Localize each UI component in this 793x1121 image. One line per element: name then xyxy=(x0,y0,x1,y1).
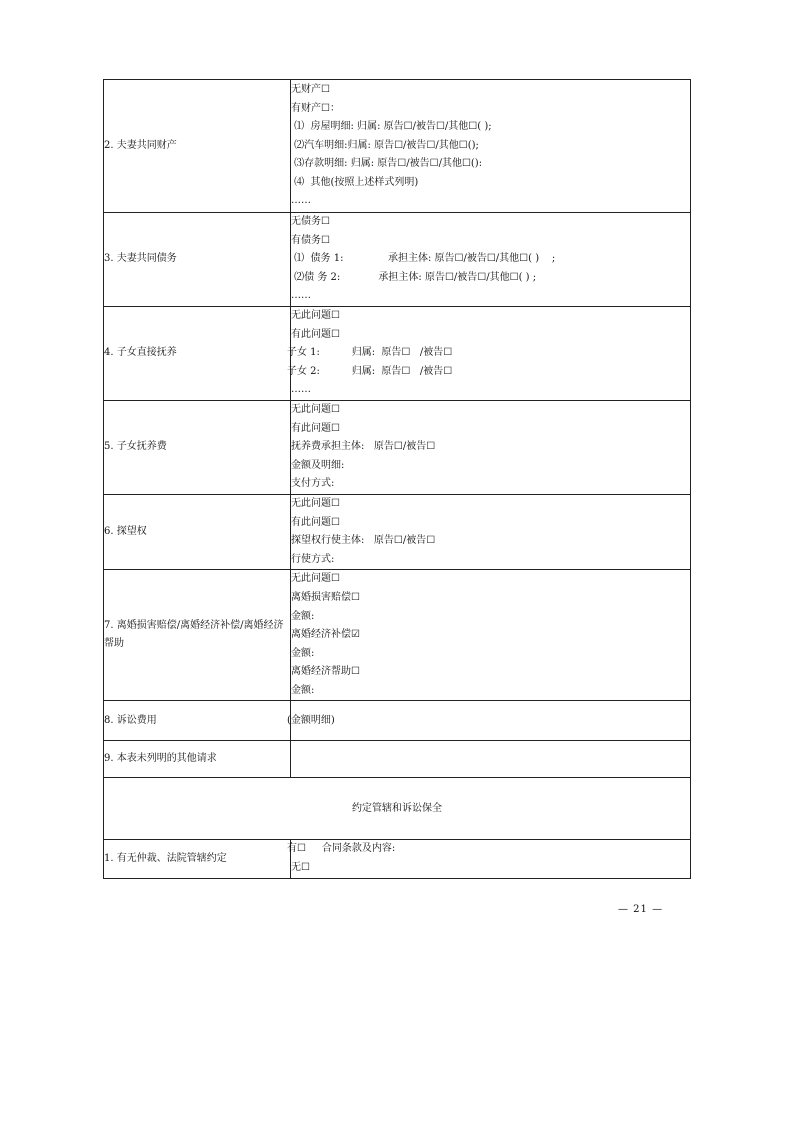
content-line: …… xyxy=(291,384,311,396)
row-content xyxy=(291,400,691,494)
content-line: 无财产☐ xyxy=(291,83,330,95)
content-line: 无☐ xyxy=(291,862,310,874)
content-line: …… xyxy=(291,195,311,207)
content-line: ⑷ 其他(按照上述样式列明) xyxy=(291,176,419,188)
row-label: 2. 夫妻共同财产 xyxy=(104,80,291,213)
content-line: ⑶存款明细: 归属: 原告☐/被告☐/其他☐(): xyxy=(291,158,483,170)
content-line: 金额及明细: xyxy=(291,459,345,471)
content-line: 金额: xyxy=(291,610,315,622)
content-line: 无此问题☐ xyxy=(291,403,340,415)
table-row xyxy=(104,494,691,569)
content-line: 离婚经济帮助☐ xyxy=(291,666,360,678)
content-line: (金额明细) xyxy=(287,714,335,726)
content-line: 无此问题☐ xyxy=(291,573,340,585)
content-line: 行使方式: xyxy=(291,553,335,565)
content-line: ⑴ 债务 1: 承担主体: 原告☐/被告☐/其他☐( ) ; xyxy=(291,253,556,265)
content-line: 有财产☐： xyxy=(291,102,340,114)
content-line: 无此问题☐ xyxy=(291,497,340,509)
content-line: 无债务☐ xyxy=(291,216,330,227)
content-line: 有此问题☐ xyxy=(291,422,340,434)
content-line: 支付方式: xyxy=(291,478,335,490)
content-line: ⑵债 务 2: 承担主体: 原告☐/被告☐/其他☐( ) ; xyxy=(291,271,537,283)
table-row xyxy=(104,306,691,400)
content-line: 有债务☐ xyxy=(291,234,330,246)
row-content xyxy=(291,741,691,778)
table-row xyxy=(104,701,691,741)
row-label: 1. 有无仲裁、法院管辖约定 xyxy=(104,840,291,878)
row-label: 9. 本表未列明的其他请求 xyxy=(104,741,291,778)
row-label: 5. 子女抚养费 xyxy=(104,400,291,494)
section-header-row xyxy=(104,778,691,840)
table-row xyxy=(104,80,691,213)
content-line: 离婚损害赔偿☐ xyxy=(291,591,360,603)
table-row xyxy=(104,840,691,878)
table-row xyxy=(104,400,691,494)
table-row xyxy=(104,741,691,778)
row-content xyxy=(291,570,691,701)
section-title: 约定管辖和诉讼保全 xyxy=(104,778,691,840)
content-line: 有此问题☐ xyxy=(291,516,340,528)
content-line: 金额: xyxy=(291,684,315,696)
row-content xyxy=(291,80,691,213)
content-line: 子女 1: 归属: 原告☐ /被告☐ xyxy=(287,347,453,359)
content-line: ⑵汽车明细:归属: 原告☐/被告☐/其他☐(); xyxy=(291,139,479,151)
table-row xyxy=(104,570,691,701)
row-label: 3. 夫妻共同债务 xyxy=(104,213,291,307)
content-line: 无此问题☐ xyxy=(291,309,340,321)
row-content xyxy=(287,306,691,400)
content-line: 有☐ 合同条款及内容: xyxy=(287,843,396,855)
table-row xyxy=(104,213,691,307)
claims-table xyxy=(103,79,691,879)
content-line: 抚养费承担主体: 原告☐/被告☐ xyxy=(291,441,436,453)
row-label: 6. 探望权 xyxy=(104,494,291,569)
content-line: 子女 2: 归属: 原告☐ /被告☐ xyxy=(287,365,453,377)
row-content xyxy=(287,701,691,741)
content-line: 探望权行使主体: 原告☐/被告☐ xyxy=(291,535,436,547)
row-content xyxy=(291,494,691,569)
row-content xyxy=(287,840,691,878)
row-label: 8. 诉讼费用 xyxy=(104,701,291,741)
row-label: 4. 子女直接抚养 xyxy=(104,306,291,400)
page-number: — 21 — xyxy=(618,904,664,915)
row-content xyxy=(291,213,691,307)
content-line: 离婚经济补偿☑ xyxy=(291,629,360,641)
content-line: ⑴ 房屋明细: 归属: 原告☐/被告☐/其他☐( ); xyxy=(291,121,492,133)
row-label: 7. 离婚损害赔偿/离婚经济补偿/离婚经济帮助 xyxy=(104,570,291,701)
content-line: 有此问题☐ xyxy=(291,328,340,340)
content-line: 金额: xyxy=(291,647,315,659)
content-line: …… xyxy=(291,290,311,302)
